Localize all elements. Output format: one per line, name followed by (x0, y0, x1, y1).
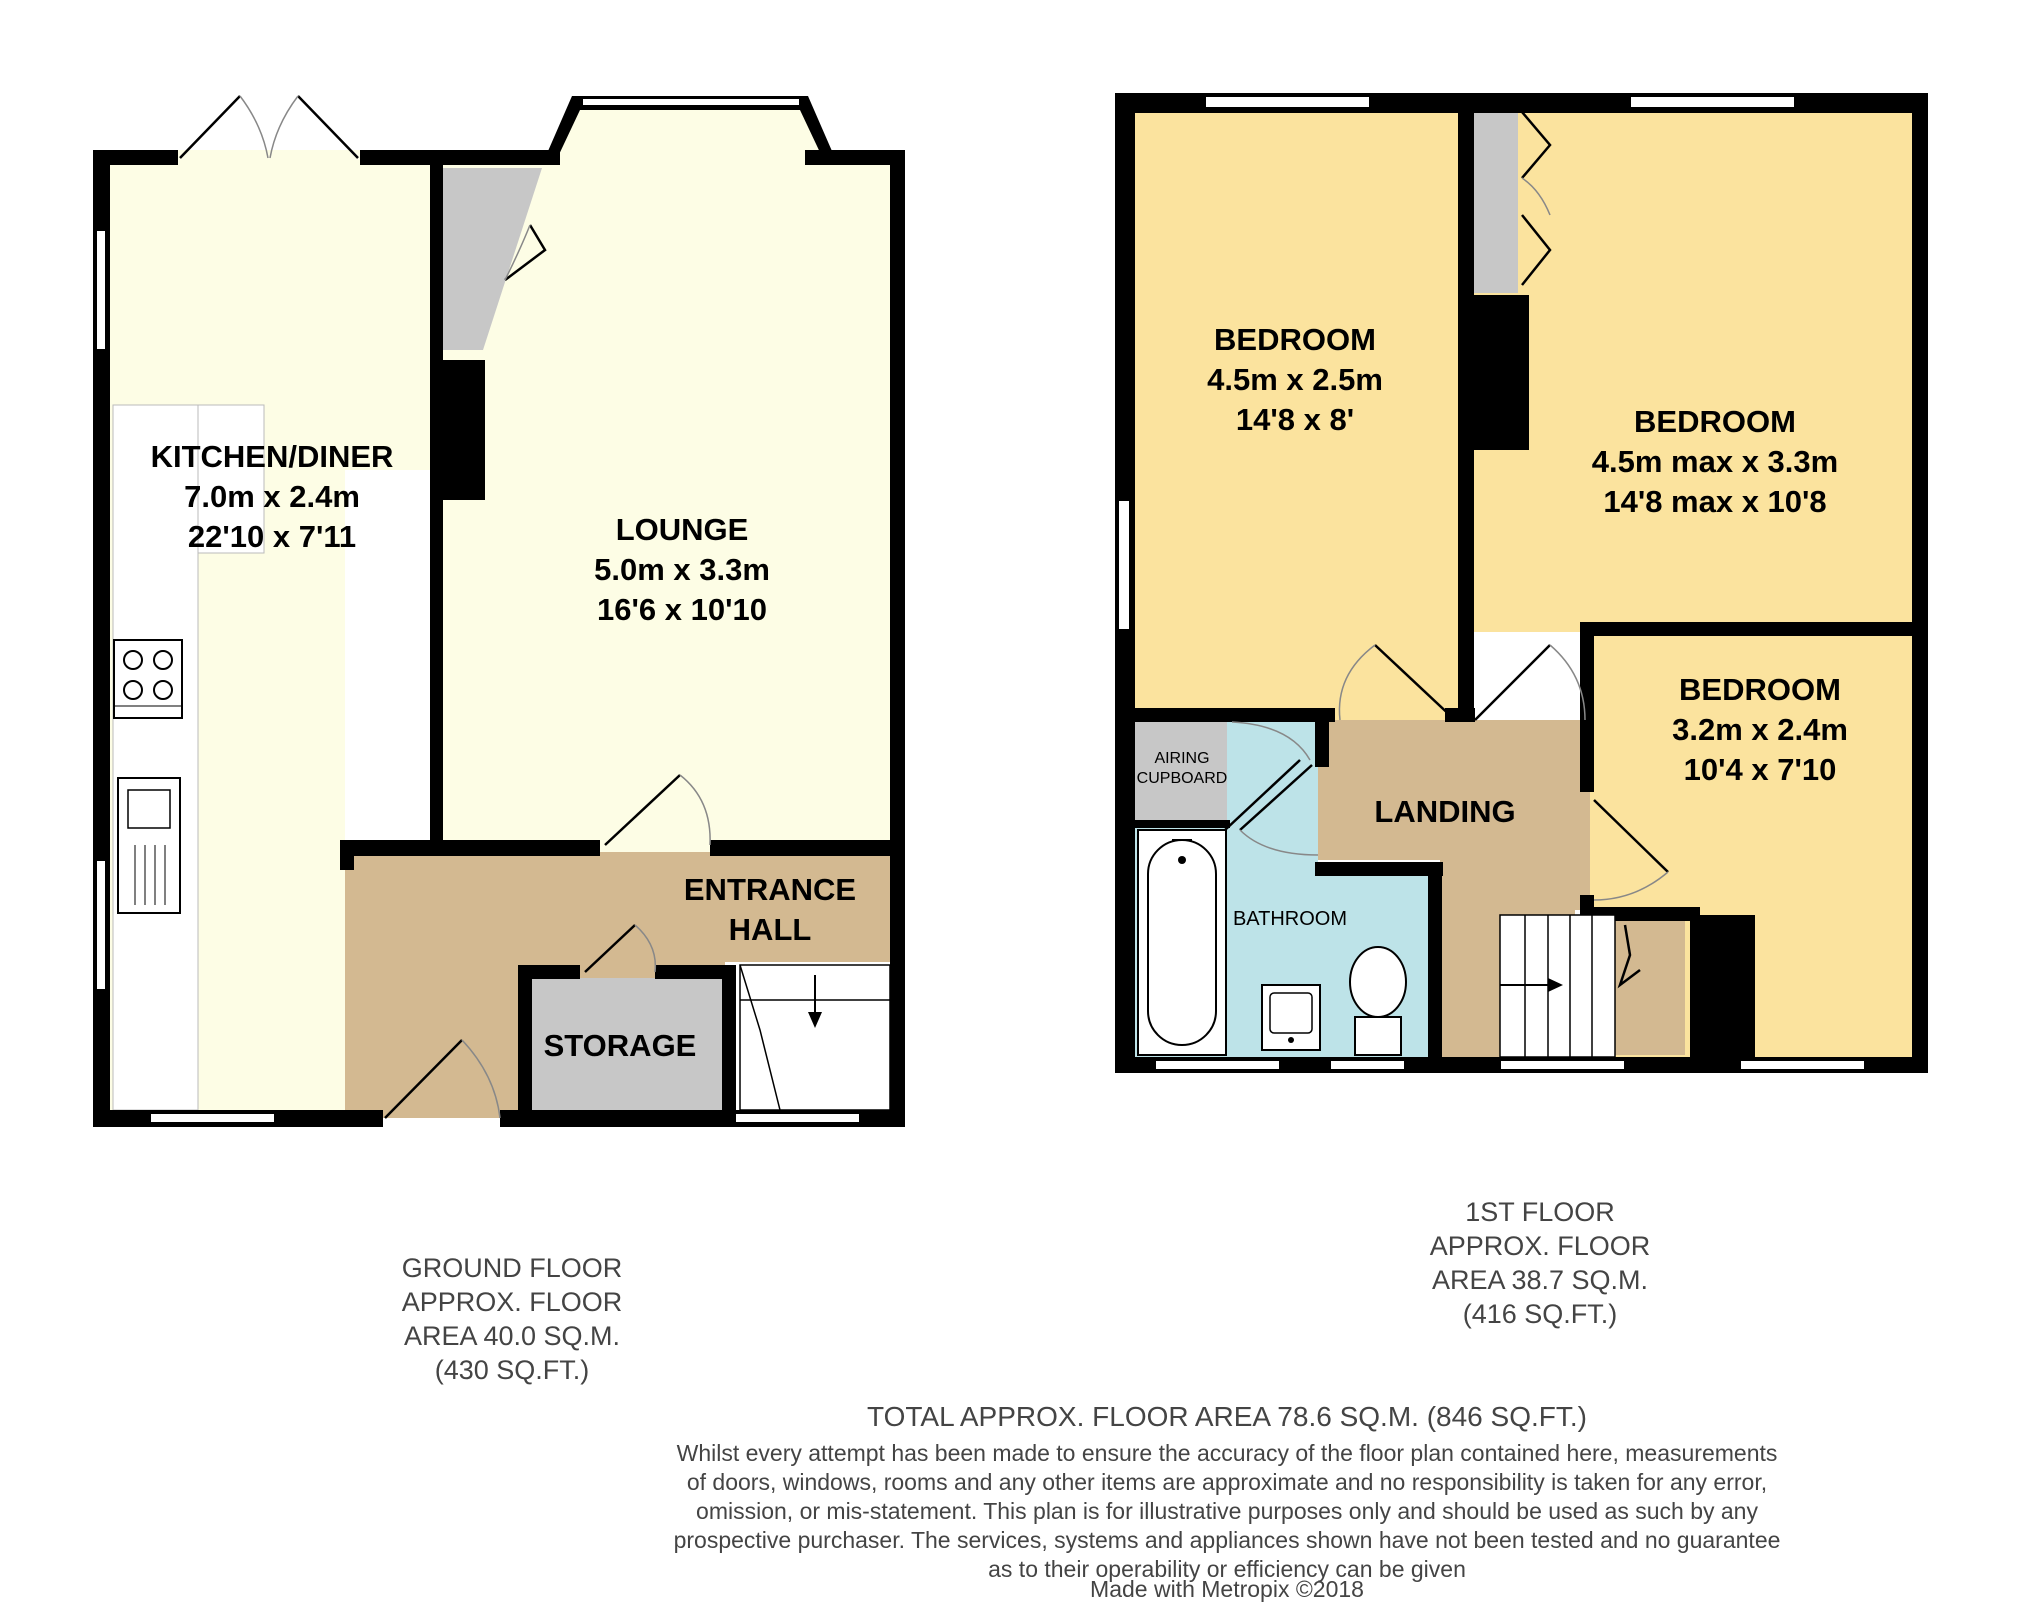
ff-area-line2: APPROX. FLOOR (1429, 1231, 1651, 1261)
kitchen-lounge-wall (430, 158, 443, 853)
lounge-metric: 5.0m x 3.3m (594, 552, 770, 587)
bedroom1-window-top (1205, 96, 1370, 108)
ground-stairs (740, 965, 890, 1110)
bay-window-pane (582, 98, 800, 106)
kitchen-window-left-lower (96, 860, 106, 990)
bedroom1-window-left (1118, 500, 1130, 630)
ground-floor (93, 96, 905, 1127)
gf-wall-top-mid (360, 150, 560, 165)
first-floor-area-label (1430, 1197, 1651, 1329)
bathroom-inner-wall (1315, 722, 1329, 767)
airing-cupboard-line2: CUPBOARD (1136, 770, 1228, 787)
hob-icon (114, 640, 182, 718)
gf-area-line1: GROUND FLOOR (401, 1253, 623, 1283)
disclaimer-line3: omission, or mis-statement. This plan is for illustrative purposes only and should be used as such by any (696, 1498, 1758, 1524)
bathroom-window-2 (1330, 1060, 1405, 1070)
hall-window-bottom (735, 1113, 860, 1123)
landing-bottom-wall (1130, 708, 1335, 722)
kitchen-metric: 7.0m x 2.4m (184, 479, 360, 514)
landing-window (1500, 1060, 1625, 1070)
bedroom2-lower-wall (1580, 622, 1920, 636)
bedroom1-title: BEDROOM (1214, 322, 1376, 357)
ff-wall-right (1912, 93, 1928, 1073)
landing-cupboard (1615, 920, 1685, 1055)
bathroom-window-1 (1155, 1060, 1280, 1070)
bedroom3-metric: 3.2m x 2.4m (1672, 712, 1848, 747)
gf-wall-right (890, 150, 905, 1127)
bedroom2-metric: 4.5m max x 3.3m (1591, 444, 1839, 479)
bedroom1-imperial: 14'8 x 8' (1235, 402, 1355, 437)
ff-area-line4: (416 SQ.FT.) (1462, 1299, 1618, 1329)
bedroom2-door (1475, 645, 1550, 720)
disclaimer-line2: of doors, windows, rooms and any other items are approximate and no responsibility is taken for any error, (686, 1469, 1768, 1495)
ff-area-line1: 1ST FLOOR (1465, 1197, 1615, 1227)
french-door-arc (240, 96, 298, 158)
bedroom3-title: BEDROOM (1679, 672, 1841, 707)
lounge-imperial: 16'6 x 10'10 (597, 592, 767, 627)
french-door-left (180, 96, 240, 158)
bath-icon (1138, 830, 1226, 1055)
bathroom-landing-wall (1315, 862, 1443, 876)
french-door-right (298, 96, 358, 158)
bedroom2-window-top (1630, 96, 1795, 108)
toilet-icon (1350, 947, 1406, 1055)
first-floor-stairs (1500, 915, 1615, 1057)
storage-wall-left (518, 965, 532, 1115)
gf-area-line4: (430 SQ.FT.) (434, 1355, 590, 1385)
bedroom2-floor (1465, 112, 1920, 632)
bedroom2-title: BEDROOM (1634, 404, 1796, 439)
gf-wall-top-left (93, 150, 178, 165)
french-door-opening (178, 150, 360, 165)
metropix-credit: Made with Metropix ©2018 (1090, 1576, 1364, 1602)
hall-top-wall-left (340, 840, 600, 856)
bedroom-divider-wall (1458, 112, 1474, 722)
first-floor (1115, 93, 1928, 1073)
bedroom2-chimney (1474, 295, 1529, 450)
disclaimer-line4: prospective purchaser. The services, systems and appliances shown have not been tested and no guarantee (673, 1527, 1781, 1553)
bedroom3-window (1740, 1060, 1865, 1070)
bathroom-right-wall (1428, 862, 1442, 1060)
bedroom3-chimney (1690, 915, 1755, 1060)
bedroom3-left-wall-upper (1580, 622, 1594, 792)
bedroom1-metric: 4.5m x 2.5m (1207, 362, 1383, 397)
airing-cupboard-line1: AIRING (1154, 750, 1210, 767)
airing-wall (1130, 820, 1230, 828)
gf-area-line2: APPROX. FLOOR (401, 1287, 623, 1317)
basin-icon (1262, 985, 1320, 1050)
disclaimer (674, 1440, 1781, 1602)
bedroom2-imperial: 14'8 max x 10'8 (1603, 484, 1827, 519)
ground-floor-area-label (402, 1253, 623, 1385)
gf-area-line3: AREA 40.0 SQ.M. (403, 1321, 621, 1351)
chimney-breast (430, 360, 485, 500)
bedroom3-imperial: 10'4 x 7'10 (1683, 752, 1837, 787)
sink-icon (118, 778, 180, 913)
kitchen-title: KITCHEN/DINER (150, 439, 394, 474)
landing-title: LANDING (1374, 794, 1516, 829)
storage-wall-top-right (655, 965, 730, 979)
storage-title: STORAGE (543, 1028, 697, 1063)
kitchen-window-bottom (150, 1113, 275, 1123)
entrance-hall-line1: ENTRANCE (683, 872, 857, 907)
wardrobe (1468, 113, 1518, 293)
kitchen-worktop-white (345, 470, 430, 840)
bathroom-title: BATHROOM (1232, 908, 1348, 930)
hall-left-wall-stub (340, 840, 354, 870)
kitchen-window-left (96, 230, 106, 350)
entrance-hall-line2: HALL (728, 912, 812, 947)
storage-wall-right (722, 965, 736, 1115)
disclaimer-line1: Whilst every attempt has been made to ensure the accuracy of the floor plan contained here, measurements (676, 1440, 1778, 1466)
bedroom2-door-arc (1550, 645, 1585, 720)
ff-area-line3: AREA 38.7 SQ.M. (1431, 1265, 1649, 1295)
disclaimer-line5: as to their operability or efficiency can be given (988, 1556, 1466, 1582)
kitchen-imperial: 22'10 x 7'11 (187, 519, 357, 554)
total-floor-area: TOTAL APPROX. FLOOR AREA 78.6 SQ.M. (846 SQ.FT.) (867, 1401, 1587, 1432)
hall-top-wall-right (710, 840, 905, 856)
lounge-title: LOUNGE (615, 512, 749, 547)
